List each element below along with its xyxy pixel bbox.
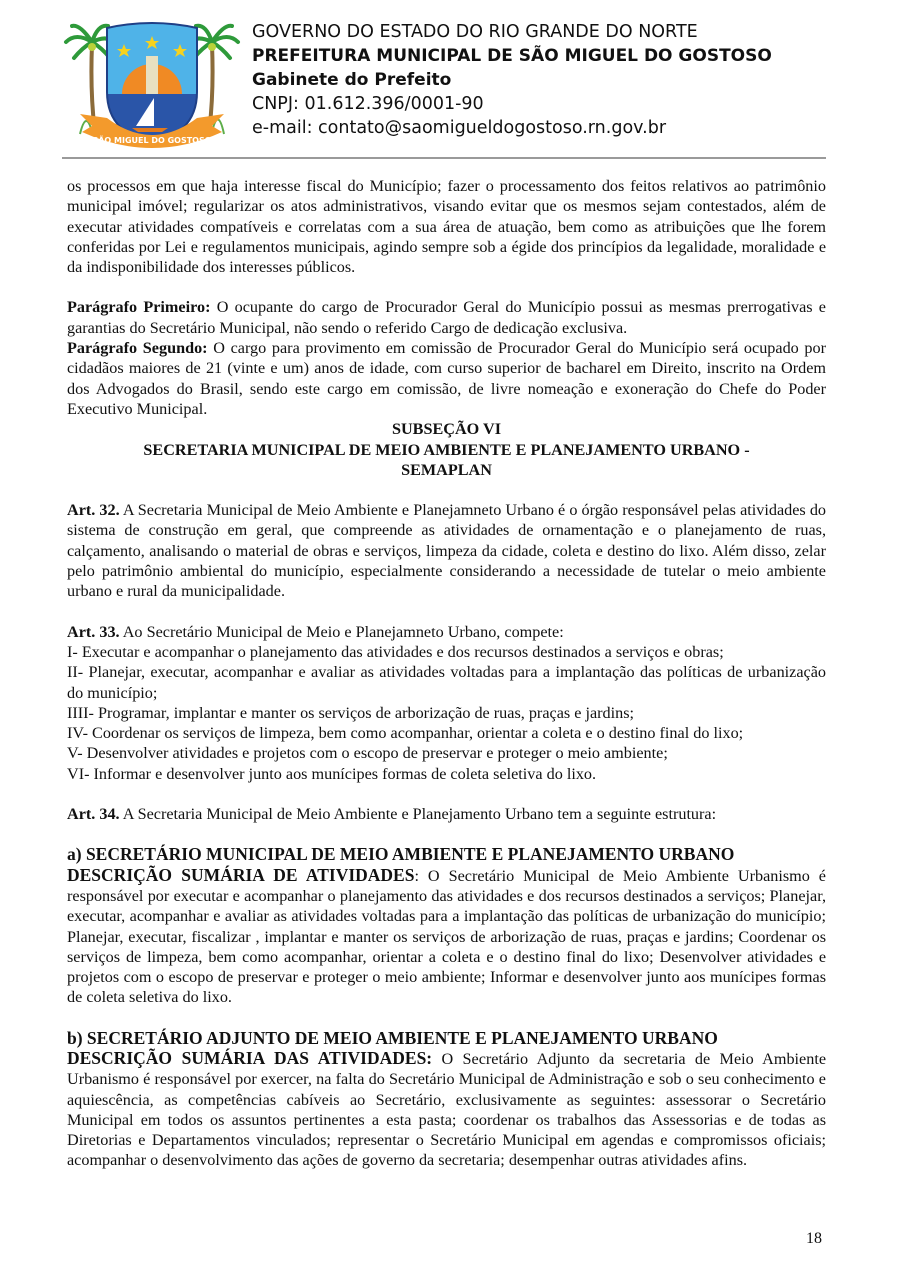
item-b-description: DESCRIÇÃO SUMÁRIA DAS ATIVIDADES: O Secretário Adjunto da secretaria de Meio Ambiente Urbanismo é responsável por exercer, na falta do Secretário Municipal de Administração e sob o seu conhecimento e aquiescência, as competências cabíveis ao Secretário, exclusivamente as seguintes: assessorar o Secretário Municipal em todos os assuntos pertinentes a esta pasta; coordenar os trabalhos das Assessorias e de todas as Diretorias e Departamentos vinculados; representar o Secretário Municipal em agendas e compromissos oficiais; acompanhar o desenvolvimento das ações de governo da secretaria; desempenhar outras atividades afins. xyxy=(67,1047,827,1170)
article-33-item: IIII- Programar, implantar e manter os serviços de arborização de ruas, praças e jardins; xyxy=(67,703,635,722)
article-33: Art. 33. Ao Secretário Municipal de Meio e Planejamneto Urbano, compete: xyxy=(67,622,564,641)
article-33-item: VI- Informar e desenvolver junto aos munícipes formas de coleta seletiva do lixo. xyxy=(67,764,597,783)
article-33-item: IV- Coordenar os serviços de limpeza, bem como acompanhar, orientar a coleta e o destino final do lixo; xyxy=(67,724,744,743)
email-line: e-mail: contato@saomigueldogostoso.rn.gov.br xyxy=(252,118,667,138)
document-body xyxy=(67,176,826,1171)
paragrafo-segundo: Parágrafo Segundo: O cargo para provimento em comissão de Procurador Geral do Município será ocupado por cidadãos maiores de 21 (vinte e um) anos de idade, com curso superior de bacharel em Direito, inscrito na Ordem dos Advogados do Brasil, sendo este cargo em comissão, de livre nomeação e exoneração do Chefe do Poder Executivo Municipal. xyxy=(67,339,826,418)
section-title-acronym: SEMAPLAN xyxy=(401,460,492,479)
state-government-line: GOVERNO DO ESTADO DO RIO GRANDE DO NORTE xyxy=(252,22,698,42)
letterhead xyxy=(62,14,826,154)
page-number: 18 xyxy=(806,1230,822,1247)
municipality-name: PREFEITURA MUNICIPAL DE SÃO MIGUEL DO GOSTOSO xyxy=(252,46,772,66)
item-b-heading: b) SECRETÁRIO ADJUNTO DE MEIO AMBIENTE E PLANEJAMENTO URBANO xyxy=(67,1027,718,1048)
article-33-item: II- Planejar, executar, acompanhar e avaliar as atividades voltadas para a implantação das políticas de urbanização do município; xyxy=(67,663,826,702)
section-title: SECRETARIA MUNICIPAL DE MEIO AMBIENTE E PLANEJAMENTO URBANO - xyxy=(143,440,750,459)
letterhead-text xyxy=(252,20,772,140)
paragrafo-primeiro: Parágrafo Primeiro: O ocupante do cargo de Procurador Geral do Município possui as mesmas prerrogativas e garantias do Secretário Municipal, não sendo o referido Cargo de dedicação exclusiva. xyxy=(67,298,826,337)
item-a-description: DESCRIÇÃO SUMÁRIA DE ATIVIDADES: O Secretário Municipal de Meio Ambiente Urbanismo é responsável por executar e acompanhar o planejamento das atividades e dos recursos destinados a serviços; Planejar, executar, acompanhar e avaliar as atividades voltadas para a implantação das políticas de urbanização do município; Planejar, executar, fiscalizar , implantar e manter os serviços de arborização de ruas, praças e jardins; Coordenar os serviços de limpeza, bem como acompanhar, orientar a coleta e o destino final do lixo; Desenvolver atividades e projetos com o escopo de preservar e proteger o meio ambiente; Informar e desenvolver junto aos munícipes formas de coleta seletiva do lixo. xyxy=(67,864,826,1007)
office-name: Gabinete do Prefeito xyxy=(252,70,452,90)
paragrafo-primeiro-label: Parágrafo Primeiro: xyxy=(67,298,211,317)
municipal-coat-of-arms-logo xyxy=(62,14,242,154)
paragrafo-segundo-label: Parágrafo Segundo: xyxy=(67,339,208,358)
subsection-heading: SUBSEÇÃO VI xyxy=(391,420,501,439)
cnpj-line: CNPJ: 01.612.396/0001-90 xyxy=(252,94,484,114)
article-34: Art. 34. A Secretaria Municipal de Meio Ambiente e Planejamento Urbano tem a seguinte estrutura: xyxy=(67,805,717,824)
article-33-item: I- Executar e acompanhar o planejamento das atividades e dos recursos destinados a serviços e obras; xyxy=(67,642,724,661)
svg-text:SÃO MIGUEL DO GOSTOSO: SÃO MIGUEL DO GOSTOSO xyxy=(92,136,212,145)
header-divider xyxy=(62,157,826,159)
article-33-item: V- Desenvolver atividades e projetos com o escopo de preservar e proteger o meio ambiente; xyxy=(67,744,668,763)
article-32: Art. 32. A Secretaria Municipal de Meio Ambiente e Planejamneto Urbano é o órgão responsável pelas atividades do sistema de construção em geral, que compreende as atividades de ornamentação e o planejamento de ruas, calçamento, analisando o material de obras e serviços, limpeza da cidade, coleta e destino do lixo. Além disso, zelar pelo patrimônio ambiental do município, especialmente considerando a necessidade de tutelar o meio ambiente urbano e rural da municipalidade. xyxy=(67,501,827,601)
intro-paragraph: os processos em que haja interesse fiscal do Município; fazer o processamento dos feitos relativos ao patrimônio municipal imóvel; regularizar os atos administrativos, visando evitar que os mesmos sejam contestados, além de executar atividades compatíveis e correlatas com a sua área de atuação, bem como as atribuições que lhe forem conferidas por Lei e regulamentos municipais, agindo sempre sob a égide dos princípios da legalidade, moralidade e da indisponibilidade dos interesses públicos. xyxy=(67,177,826,277)
item-a-heading: a) SECRETÁRIO MUNICIPAL DE MEIO AMBIENTE E PLANEJAMENTO URBANO xyxy=(67,844,735,865)
